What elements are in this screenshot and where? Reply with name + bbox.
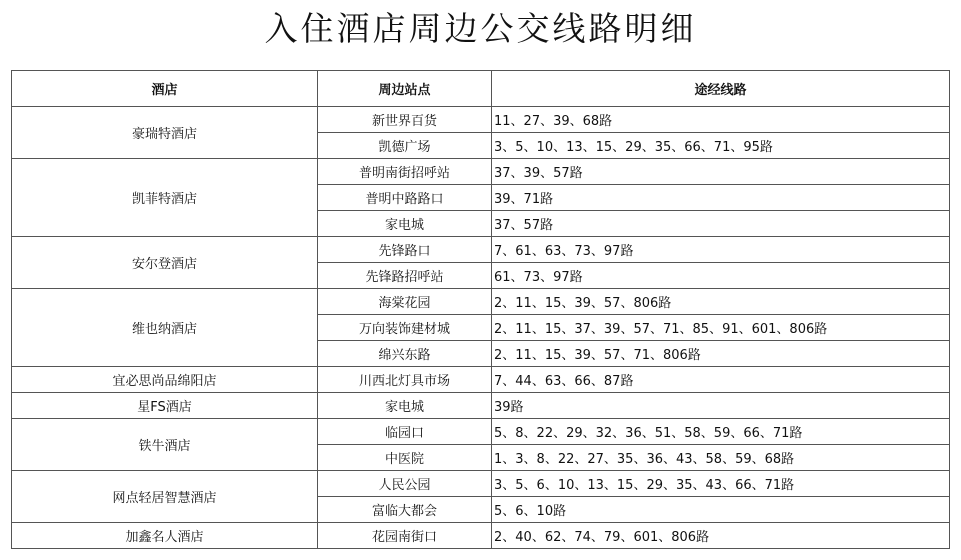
route-list-cell: 3、5、10、13、15、29、35、66、71、95路 [492, 133, 950, 159]
route-list-cell: 2、40、62、74、79、601、806路 [492, 523, 950, 549]
table-row [12, 419, 950, 445]
hotel-name-cell: 凯菲特酒店 [12, 159, 318, 237]
stop-name-cell: 川西北灯具市场 [318, 367, 492, 393]
stop-name-cell: 凯德广场 [318, 133, 492, 159]
table-row [12, 107, 950, 133]
header-stop: 周边站点 [318, 71, 492, 107]
hotel-name-cell: 维也纳酒店 [12, 289, 318, 367]
header-route: 途经线路 [492, 71, 950, 107]
route-list-cell: 2、11、15、39、57、806路 [492, 289, 950, 315]
hotel-name-cell: 加鑫名人酒店 [12, 523, 318, 549]
table-row [12, 393, 950, 419]
stop-name-cell: 万向装饰建材城 [318, 315, 492, 341]
stop-name-cell: 临园口 [318, 419, 492, 445]
stop-name-cell: 家电城 [318, 211, 492, 237]
bus-route-table [11, 70, 950, 549]
route-list-cell: 2、11、15、37、39、57、71、85、91、601、806路 [492, 315, 950, 341]
route-list-cell: 3、5、6、10、13、15、29、35、43、66、71路 [492, 471, 950, 497]
route-list-cell: 37、39、57路 [492, 159, 950, 185]
stop-name-cell: 绵兴东路 [318, 341, 492, 367]
table-row [12, 159, 950, 185]
route-list-cell: 11、27、39、68路 [492, 107, 950, 133]
stop-name-cell: 普明南街招呼站 [318, 159, 492, 185]
hotel-name-cell: 网点轻居智慧酒店 [12, 471, 318, 523]
stop-name-cell: 花园南街口 [318, 523, 492, 549]
stop-name-cell: 人民公园 [318, 471, 492, 497]
route-list-cell: 7、44、63、66、87路 [492, 367, 950, 393]
route-list-cell: 37、57路 [492, 211, 950, 237]
hotel-name-cell: 豪瑞特酒店 [12, 107, 318, 159]
hotel-name-cell: 宜必思尚品绵阳店 [12, 367, 318, 393]
route-list-cell: 39、71路 [492, 185, 950, 211]
route-list-cell: 61、73、97路 [492, 263, 950, 289]
route-list-cell: 1、3、8、22、27、35、36、43、58、59、68路 [492, 445, 950, 471]
route-list-cell: 39路 [492, 393, 950, 419]
stop-name-cell: 中医院 [318, 445, 492, 471]
stop-name-cell: 先锋路招呼站 [318, 263, 492, 289]
table-row [12, 289, 950, 315]
table-row [12, 237, 950, 263]
stop-name-cell: 先锋路口 [318, 237, 492, 263]
table-row [12, 471, 950, 497]
table-row [12, 523, 950, 549]
stop-name-cell: 海棠花园 [318, 289, 492, 315]
stop-name-cell: 家电城 [318, 393, 492, 419]
stop-name-cell: 普明中路路口 [318, 185, 492, 211]
stop-name-cell: 富临大都会 [318, 497, 492, 523]
route-list-cell: 5、6、10路 [492, 497, 950, 523]
table-header-row [12, 71, 950, 107]
hotel-name-cell: 星FS酒店 [12, 393, 318, 419]
route-list-cell: 5、8、22、29、32、36、51、58、59、66、71路 [492, 419, 950, 445]
hotel-name-cell: 铁牛酒店 [12, 419, 318, 471]
header-hotel: 酒店 [12, 71, 318, 107]
hotel-name-cell: 安尔登酒店 [12, 237, 318, 289]
route-list-cell: 2、11、15、39、57、71、806路 [492, 341, 950, 367]
page-title: 入住酒店周边公交线路明细 [264, 9, 697, 48]
table-row [12, 367, 950, 393]
stop-name-cell: 新世界百货 [318, 107, 492, 133]
table-body [12, 107, 950, 549]
route-list-cell: 7、61、63、73、97路 [492, 237, 950, 263]
